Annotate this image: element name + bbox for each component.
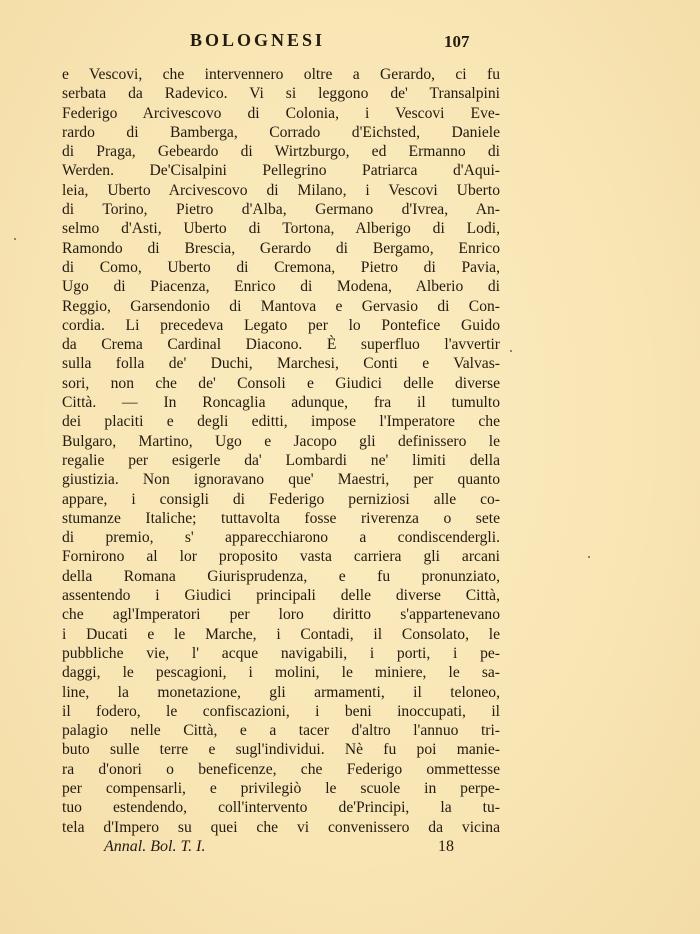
text-line: appare, i consigli di Federigo perniziosi alle co- <box>62 490 500 508</box>
text-line: rardo di Bamberga, Corrado d'Eichsted, Daniele <box>62 123 500 141</box>
text-line: buto sulle terre e sugl'individui. Nè fu poi manie- <box>62 741 500 759</box>
text-line: Fornirono al lor proposito vasta carriera gli arcani <box>62 548 500 566</box>
running-title: BOLOGNESI <box>190 30 326 50</box>
text-line: tela d'Impero su quei che vi convenissero da vicina <box>62 818 500 836</box>
text-line: Reggio, Garsendonio di Mantova e Gervasio di Con- <box>62 297 500 315</box>
text-line: assentendo i Giudici principali delle diverse Città, <box>62 587 500 605</box>
text-line: di Como, Uberto di Cremona, Pietro di Pavia, <box>62 258 500 276</box>
text-line: Ramondo di Brescia, Gerardo di Bergamo, Enrico <box>62 239 500 257</box>
text-line: regalie per esigerle da' Lombardi ne' limiti della <box>62 451 500 469</box>
text-line: e Vescovi, che intervennero oltre a Gerardo, ci fu <box>62 66 500 83</box>
text-line: Bulgaro, Martino, Ugo e Jacopo gli definissero le <box>62 432 500 450</box>
text-line: cordia. Li precedeva Legato per lo Pontefice Guido <box>62 316 500 334</box>
text-line: stumanze Italiche; tuttavolta fosse riverenza o sete <box>62 509 500 527</box>
paper-speck <box>510 350 512 352</box>
text-line: selmo d'Asti, Uberto di Tortona, Alberigo di Lodi, <box>62 220 500 238</box>
text-line: Ugo di Piacenza, Enrico di Modena, Alberio di <box>62 278 500 296</box>
text-line: di Torino, Pietro d'Alba, Germano d'Ivrea, An- <box>62 201 500 219</box>
text-line: di Praga, Gebeardo di Wirtzburgo, ed Ermanno di <box>62 143 500 161</box>
text-line: il fodero, le confiscazioni, i beni inoccupati, il <box>62 702 500 720</box>
text-line: Werden. De'Cisalpini Pellegrino Patriarca d'Aqui- <box>62 162 500 180</box>
text-line: tuo estendendo, coll'intervento de'Principi, la tu- <box>62 799 500 817</box>
text-line: dei placiti e degli editti, impose l'Imperatore che <box>62 413 500 431</box>
text-line: leia, Uberto Arcivescovo di Milano, i Vescovi Uberto <box>62 181 500 199</box>
text-line: Federigo Arcivescovo di Colonia, i Vescovi Eve- <box>62 104 500 122</box>
page-number: 107 <box>444 32 470 51</box>
text-line: della Romana Giurisprudenza, e fu pronunziato, <box>62 567 500 585</box>
paper-speck <box>14 238 16 240</box>
text-line: i Ducati e le Marche, i Contadi, il Consolato, le <box>62 625 500 643</box>
signature-mark: Annal. Bol. T. I. <box>104 838 206 855</box>
text-line: che agl'Imperatori per loro diritto s'appartenevano <box>62 606 500 624</box>
text-line: Città. — In Roncaglia adunque, fra il tumulto <box>62 394 500 412</box>
text-line: di premio, s' apparecchiarono a condiscendergli. <box>62 529 500 547</box>
signature-number: 18 <box>438 838 454 855</box>
text-line: daggi, le pescagioni, i molini, le miniere, le sa- <box>62 664 500 682</box>
text-line: da Crema Cardinal Diacono. È superfluo l'avvertir <box>62 336 500 354</box>
text-line: ra d'onori o beneficenze, che Federigo ommettesse <box>62 760 500 778</box>
paper-speck <box>588 556 590 558</box>
text-line: giustizia. Non ignoravano que' Maestri, per quanto <box>62 471 500 489</box>
text-line: per compensarli, e privilegiò le scuole in perpe- <box>62 779 500 797</box>
text-line: pubbliche vie, l' acque navigabili, i porti, i pe- <box>62 644 500 662</box>
text-line: palagio nelle Città, e a tacer d'altro l'annuo tri- <box>62 722 500 740</box>
text-line: sori, non che de' Consoli e Giudici delle diverse <box>62 374 500 392</box>
text-line: sulla folla de' Duchi, Marchesi, Conti e Valvas- <box>62 355 500 373</box>
body-text <box>62 65 500 837</box>
text-line: serbata da Radevico. Vi si leggono de' Transalpini <box>62 85 500 103</box>
text-line: line, la monetazione, gli armamenti, il teloneo, <box>62 683 500 701</box>
